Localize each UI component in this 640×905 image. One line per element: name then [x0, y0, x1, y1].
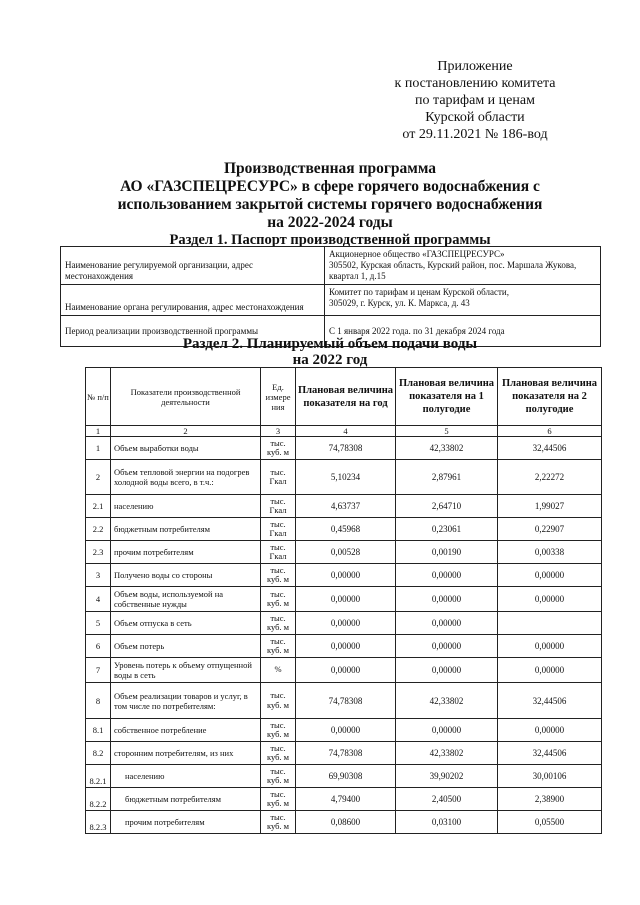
passport-row [61, 285, 601, 316]
value-half2: 0,00000 [498, 719, 602, 742]
value-year: 0,00000 [296, 564, 396, 587]
section2-heading-line: на 2022 год [292, 352, 368, 368]
value-year: 0,45968 [296, 518, 396, 541]
value-year: 74,78308 [296, 742, 396, 765]
row-indicator: населению [111, 495, 261, 518]
passport-value-line: 305029, г. Курск, ул. К. Маркса, д. 43 [329, 298, 470, 308]
col-header-year: Плановая величина показателя на год [296, 368, 396, 426]
program-title-line: АО «ГАЗСПЕЦРЕСУРС» в сфере горячего водоснабжения с [120, 178, 540, 195]
value-year: 69,90308 [296, 765, 396, 788]
row-number: 8.2.3 [86, 811, 111, 834]
table-row [86, 788, 602, 811]
appendix-line: Курской области [425, 110, 525, 125]
section1-heading: Раздел 1. Паспорт производственной программы [169, 232, 491, 248]
passport-value-line: С 1 января 2022 года. по 31 декабря 2024 года [329, 325, 505, 336]
program-title-line: Производственная программа [223, 160, 437, 177]
row-unit: тыс. Гкал [261, 460, 296, 495]
row-unit: тыс. куб. м [261, 811, 296, 834]
value-year: 0,00000 [296, 719, 396, 742]
appendix-line: к постановлению комитета [394, 76, 556, 91]
row-number: 2.2 [86, 518, 111, 541]
value-half1: 0,00000 [396, 658, 498, 683]
row-unit: тыс. куб. м [261, 742, 296, 765]
row-indicator: Объем тепловой энергии на подогрев холодной воды всего, в т.ч.: [111, 460, 261, 495]
table-row [86, 719, 602, 742]
col-header-indicator: Показатели производственной деятельности [111, 368, 261, 426]
row-indicator: Объем реализации товаров и услуг, в том числе по потребителям: [111, 683, 261, 719]
row-unit: тыс. куб. м [261, 788, 296, 811]
value-year: 5,10234 [296, 460, 396, 495]
col-header-half2: Плановая величина показателя на 2 полугодие [498, 368, 602, 426]
row-unit: тыс. куб. м [261, 612, 296, 635]
passport-value [325, 285, 601, 316]
row-unit: % [261, 658, 296, 683]
row-unit: тыс. Гкал [261, 541, 296, 564]
row-indicator: населению [111, 765, 261, 788]
value-year: 0,00000 [296, 612, 396, 635]
table-row [86, 564, 602, 587]
value-half1: 42,33802 [396, 683, 498, 719]
table-row [86, 587, 602, 612]
row-indicator: Уровень потерь к объему отпущенной воды в сеть [111, 658, 261, 683]
value-half2: 2,38900 [498, 788, 602, 811]
value-half1: 0,03100 [396, 811, 498, 834]
value-year: 0,00000 [296, 635, 396, 658]
value-half2: 0,00338 [498, 541, 602, 564]
value-half1: 2,64710 [396, 495, 498, 518]
passport-label: Период реализации производственной программы [61, 316, 325, 347]
row-unit: тыс. куб. м [261, 719, 296, 742]
section2-heading-line: Раздел 2. Планируемый объем подачи воды [182, 336, 478, 352]
row-number: 5 [86, 612, 111, 635]
value-half2: 0,00000 [498, 658, 602, 683]
passport-table [60, 246, 601, 347]
passport-value-line: Акционерное общество «ГАЗСПЕЦРЕСУРС» [329, 249, 505, 259]
column-number: 1 [86, 426, 111, 437]
value-half1: 0,00000 [396, 587, 498, 612]
table-row [86, 742, 602, 765]
row-indicator: Объем отпуска в сеть [111, 612, 261, 635]
section2-heading [60, 336, 600, 368]
table-row [86, 612, 602, 635]
row-indicator: прочим потребителям [111, 541, 261, 564]
value-half1: 0,00000 [396, 719, 498, 742]
value-half1: 42,33802 [396, 742, 498, 765]
row-number: 8.1 [86, 719, 111, 742]
row-number: 7 [86, 658, 111, 683]
row-indicator: сторонним потребителям, из них [111, 742, 261, 765]
value-half2: 0,05500 [498, 811, 602, 834]
value-year: 4,79400 [296, 788, 396, 811]
value-year: 4,63737 [296, 495, 396, 518]
appendix-line: по тарифам и ценам [415, 93, 535, 108]
table-row [86, 541, 602, 564]
value-half1: 2,40500 [396, 788, 498, 811]
table-row [86, 811, 602, 834]
value-half2 [498, 612, 602, 635]
value-half1: 0,00000 [396, 635, 498, 658]
table-row [86, 635, 602, 658]
value-half2: 30,00106 [498, 765, 602, 788]
passport-label: Наименование органа регулирования, адрес местонахождения [61, 285, 325, 316]
value-half2: 1,99027 [498, 495, 602, 518]
value-half2: 0,00000 [498, 635, 602, 658]
row-indicator: Объем выработки воды [111, 437, 261, 460]
row-unit: тыс. Гкал [261, 495, 296, 518]
row-number: 2 [86, 460, 111, 495]
column-number-row [86, 426, 602, 437]
column-number: 4 [296, 426, 396, 437]
col-header-half1: Плановая величина показателя на 1 полугодие [396, 368, 498, 426]
row-unit: тыс. куб. м [261, 564, 296, 587]
column-number: 5 [396, 426, 498, 437]
passport-row [61, 247, 601, 285]
passport-value-line: 305502, Курская область, Курский район, пос. Маршала Жукова, квартал 1, д.15 [329, 260, 577, 281]
table-row [86, 765, 602, 788]
row-unit: тыс. куб. м [261, 683, 296, 719]
column-number: 2 [111, 426, 261, 437]
program-title [80, 160, 580, 232]
table-row [86, 518, 602, 541]
value-half2: 0,00000 [498, 587, 602, 612]
passport-value-line: Комитет по тарифам и ценам Курской области, [329, 287, 509, 297]
value-half2: 0,22907 [498, 518, 602, 541]
col-header-number: № п/п [86, 368, 111, 426]
row-indicator: Получено воды со стороны [111, 564, 261, 587]
value-year: 0,00000 [296, 587, 396, 612]
program-title-line: использованием закрытой системы горячего водоснабжения [117, 196, 543, 213]
passport-label: Наименование регулируемой организации, адрес местонахождения [61, 247, 325, 285]
row-number: 6 [86, 635, 111, 658]
value-half1: 2,87961 [396, 460, 498, 495]
value-year: 74,78308 [296, 437, 396, 460]
row-indicator: Объем потерь [111, 635, 261, 658]
passport-value [325, 247, 601, 285]
table-row [86, 658, 602, 683]
table-row [86, 683, 602, 719]
row-indicator: Объем воды, используемой на собственные нужды [111, 587, 261, 612]
appendix-line: от 29.11.2021 № 186-вод [402, 127, 548, 142]
row-number: 2.1 [86, 495, 111, 518]
row-number: 3 [86, 564, 111, 587]
column-number: 3 [261, 426, 296, 437]
value-half2: 32,44506 [498, 437, 602, 460]
value-half2: 0,00000 [498, 564, 602, 587]
appendix-block [360, 58, 590, 143]
value-half1: 0,00190 [396, 541, 498, 564]
row-number: 8.2 [86, 742, 111, 765]
row-indicator: бюджетным потребителям [111, 518, 261, 541]
table-row [86, 460, 602, 495]
value-year: 0,00000 [296, 658, 396, 683]
value-half1: 42,33802 [396, 437, 498, 460]
row-unit: тыс. куб. м [261, 587, 296, 612]
value-year: 0,00528 [296, 541, 396, 564]
row-number: 4 [86, 587, 111, 612]
value-half1: 0,00000 [396, 564, 498, 587]
row-unit: тыс. куб. м [261, 437, 296, 460]
row-number: 2.3 [86, 541, 111, 564]
row-indicator: прочим потребителям [111, 811, 261, 834]
row-unit: тыс. куб. м [261, 635, 296, 658]
row-number: 8 [86, 683, 111, 719]
row-number: 8.2.2 [86, 788, 111, 811]
value-year: 74,78308 [296, 683, 396, 719]
value-half2: 32,44506 [498, 742, 602, 765]
table-row [86, 437, 602, 460]
value-half2: 32,44506 [498, 683, 602, 719]
appendix-line: Приложение [437, 59, 513, 74]
table-row [86, 495, 602, 518]
table-header-row [86, 368, 602, 426]
row-indicator: собственное потребление [111, 719, 261, 742]
value-year: 0,08600 [296, 811, 396, 834]
row-number: 1 [86, 437, 111, 460]
planned-supply-table [85, 367, 602, 834]
row-number: 8.2.1 [86, 765, 111, 788]
value-half1: 39,90202 [396, 765, 498, 788]
value-half1: 0,23061 [396, 518, 498, 541]
column-number: 6 [498, 426, 602, 437]
row-unit: тыс. Гкал [261, 518, 296, 541]
row-indicator: бюджетным потребителям [111, 788, 261, 811]
value-half2: 2,22272 [498, 460, 602, 495]
value-half1: 0,00000 [396, 612, 498, 635]
program-title-line: на 2022-2024 годы [267, 214, 393, 231]
row-unit: тыс. куб. м [261, 765, 296, 788]
col-header-unit: Ед. измере ния [261, 368, 296, 426]
